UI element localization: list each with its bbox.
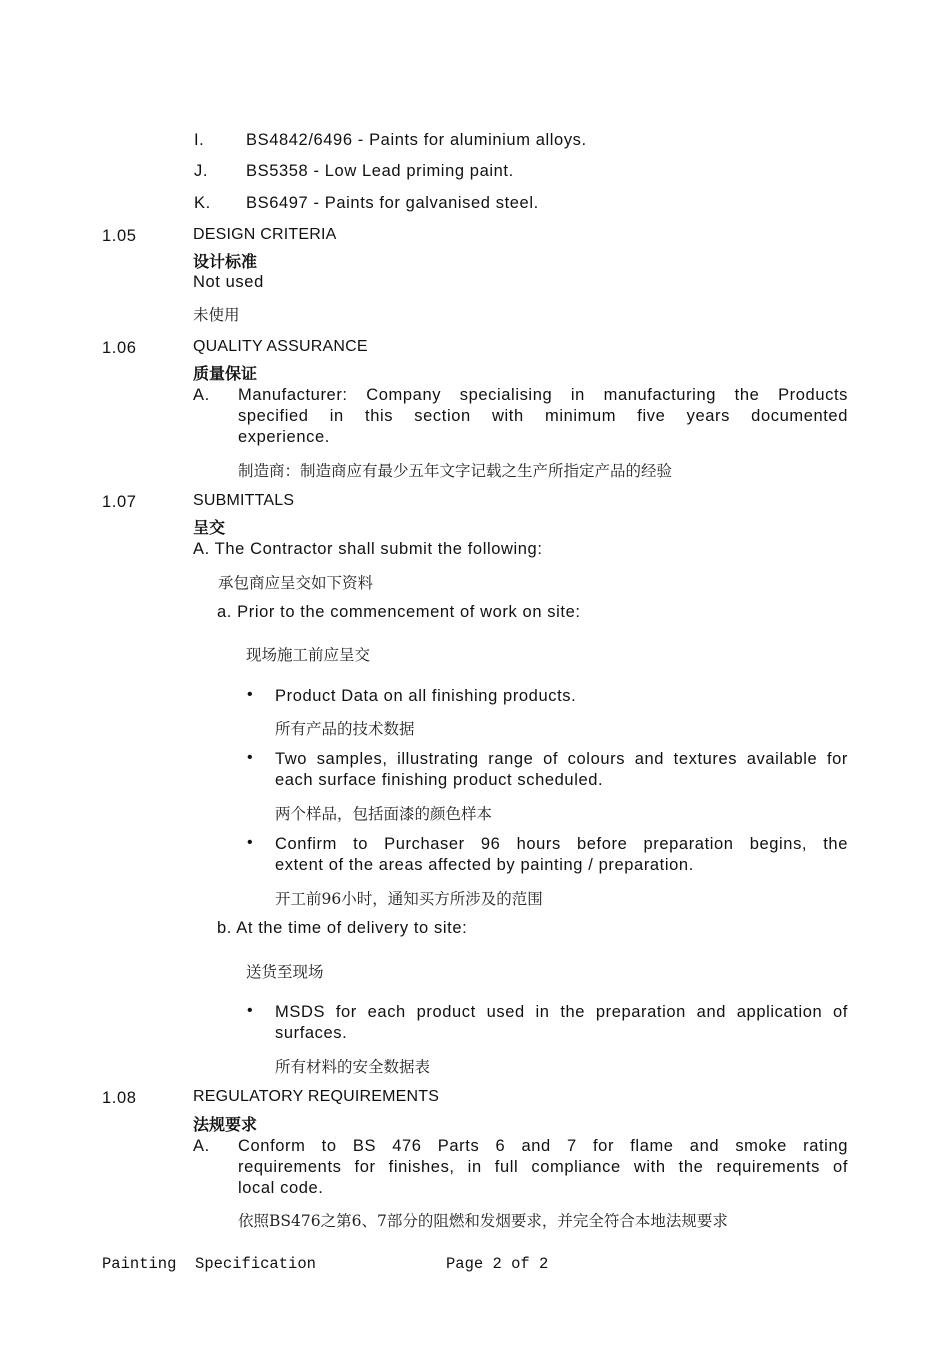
section-title-cn-108: 法规要求 [193, 1115, 258, 1134]
section-title-105: DESIGN CRITERIA [193, 226, 337, 243]
bullet-text-1: Product Data on all finishing products. [275, 687, 577, 705]
sub-item-b-cn: 送货至现场 [246, 963, 324, 981]
section-title-cn-107: 呈交 [193, 518, 226, 537]
ref-text-i: BS4842/6496 - Paints for aluminium alloys. [246, 131, 587, 149]
bullet-text-4-line1: MSDS for each product used in the preparation and application of [275, 1003, 848, 1021]
section-text-cn-105: 未使用 [193, 306, 240, 324]
ref-letter-k: K. [194, 194, 211, 212]
section-title-108: REGULATORY REQUIREMENTS [193, 1088, 440, 1105]
ref-letter-i: I. [194, 131, 205, 149]
sub-item-a: a. Prior to the commencement of work on site: [217, 603, 581, 621]
bullet-text-2-line1: Two samples, illustrating range of colours and textures available for [275, 750, 848, 768]
item-text-106a-line2: specified in this section with minimum five years documented [238, 407, 848, 425]
section-title-107: SUBMITTALS [193, 492, 295, 509]
bullet-text-2-line2: each surface finishing product scheduled. [275, 771, 604, 789]
item-text-108a-line3: local code. [238, 1179, 324, 1197]
bullet-text-cn-1: 所有产品的技术数据 [275, 720, 415, 738]
item-text-108a-line1: Conform to BS 476 Parts 6 and 7 for flame and smoke rating [238, 1137, 848, 1155]
section-title-106: QUALITY ASSURANCE [193, 338, 368, 355]
section-number-106: 1.06 [102, 339, 137, 357]
sub-item-a-cn: 现场施工前应呈交 [246, 646, 371, 664]
bullet-text-cn-3: 开工前96小时，通知买方所涉及的范围 [275, 890, 543, 908]
bullet-text-cn-2: 两个样品，包括面漆的颜色样本 [275, 805, 493, 823]
section-title-cn-106: 质量保证 [193, 364, 258, 383]
ref-letter-j: J. [194, 162, 209, 180]
bullet-dot: • [247, 1002, 253, 1019]
item-text-106a-line3: experience. [238, 428, 330, 446]
ref-text-k: BS6497 - Paints for galvanised steel. [246, 194, 539, 212]
bullet-dot: • [247, 749, 253, 766]
item-text-107a: A. The Contractor shall submit the following: [193, 540, 543, 558]
footer-page-number: Page 2 of 2 [446, 1255, 549, 1273]
item-letter-106a: A. [193, 386, 210, 404]
item-text-cn-107a: 承包商应呈交如下资料 [218, 574, 374, 592]
ref-text-j: BS5358 - Low Lead priming paint. [246, 162, 514, 180]
sub-item-b: b. At the time of delivery to site: [217, 919, 468, 937]
bullet-text-cn-4: 所有材料的安全数据表 [275, 1058, 431, 1076]
bullet-text-4-line2: surfaces. [275, 1024, 348, 1042]
item-text-cn-106a: 制造商：制造商应有最少五年文字记载之生产所指定产品的经验 [238, 462, 673, 480]
bullet-text-3-line2: extent of the areas affected by painting / preparation. [275, 856, 694, 874]
bullet-text-3-line1: Confirm to Purchaser 96 hours before preparation begins, the [275, 835, 848, 853]
item-text-108a-line2: requirements for finishes, in full compliance with the requirements of [238, 1158, 848, 1176]
section-number-108: 1.08 [102, 1089, 137, 1107]
item-text-106a-line1: Manufacturer: Company specialising in manufacturing the Products [238, 386, 848, 404]
section-number-105: 1.05 [102, 227, 137, 245]
section-number-107: 1.07 [102, 493, 137, 511]
item-letter-108a: A. [193, 1137, 210, 1155]
footer-document-title: Painting Specification [102, 1255, 316, 1273]
item-text-cn-108a: 依照BS476之第6、7部分的阻燃和发烟要求，并完全符合本地法规要求 [238, 1212, 728, 1230]
section-title-cn-105: 设计标准 [193, 252, 258, 271]
bullet-dot: • [247, 834, 253, 851]
bullet-dot: • [247, 686, 253, 703]
section-text-105: Not used [193, 273, 264, 291]
